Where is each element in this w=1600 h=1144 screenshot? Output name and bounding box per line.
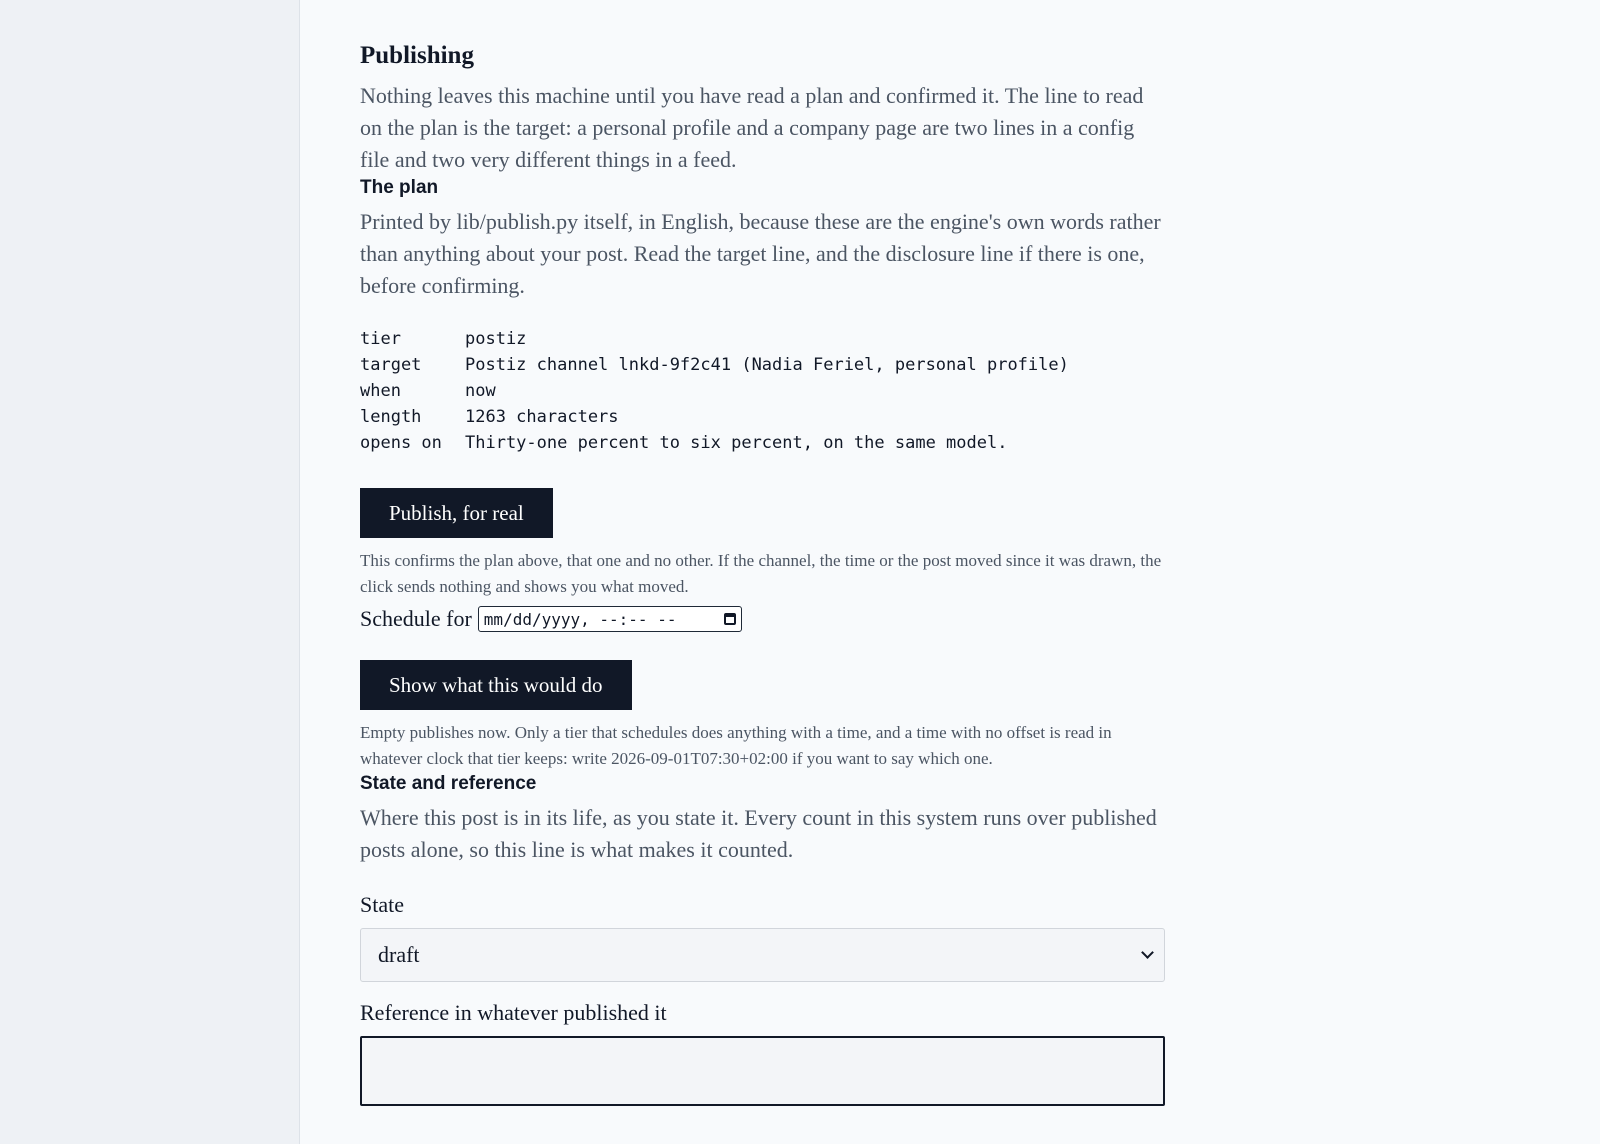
- plan-row-opens-on: [360, 430, 1165, 456]
- calendar-icon[interactable]: [724, 613, 736, 625]
- schedule-row: [360, 604, 1165, 634]
- chevron-down-icon: [1141, 946, 1154, 959]
- schedule-datetime-input[interactable]: [478, 606, 742, 632]
- schedule-label: Schedule for: [360, 606, 472, 631]
- state-label: State: [360, 892, 404, 917]
- plan-heading: The plan: [360, 177, 439, 198]
- state-heading: State and reference: [360, 773, 537, 794]
- plan-row-when: [360, 378, 1165, 404]
- reference-input[interactable]: [360, 1036, 1165, 1106]
- plan-key: when: [360, 381, 401, 401]
- plan-value: Postiz channel lnkd-9f2c41 (Nadia Feriel, personal profile): [465, 355, 1069, 375]
- plan-row-tier: [360, 326, 1165, 352]
- main-content: [360, 0, 1165, 1106]
- schedule-placeholder: mm/dd/yyyy, --:-- --: [483, 609, 677, 629]
- state-description: Where this post is in its life, as you state it. Every count in this system runs over published posts alone, so this line is what makes it counted.: [360, 805, 1157, 862]
- plan-key: target: [360, 355, 422, 375]
- publishing-intro: Nothing leaves this machine until you have read a plan and confirmed it. The line to read on the plan is the target: a personal profile and a company page are two lines in a config file and two very different things in a feed.: [360, 83, 1144, 172]
- plan-row-length: [360, 404, 1165, 430]
- plan-key: length: [360, 407, 422, 427]
- plan-value: now: [465, 381, 496, 401]
- plan-value: 1263 characters: [465, 407, 619, 427]
- page-title: Publishing: [360, 42, 474, 69]
- plan-output: [360, 326, 1165, 456]
- publish-button[interactable]: Publish, for real: [360, 488, 553, 538]
- sidebar: [0, 0, 300, 1144]
- plan-key: opens on: [360, 433, 442, 453]
- show-what-this-would-do-button[interactable]: Show what this would do: [360, 660, 632, 710]
- preview-hint: Empty publishes now. Only a tier that schedules does anything with a time, and a time with no offset is read in whatever clock that tier keeps: write 2026-09-01T07:30+02:00 if you want to say which one.: [360, 723, 1112, 768]
- plan-row-target: [360, 352, 1165, 378]
- publish-hint: This confirms the plan above, that one and no other. If the channel, the time or the post moved since it was drawn, the click sends nothing and shows you what moved.: [360, 551, 1162, 596]
- plan-description: Printed by lib/publish.py itself, in English, because these are the engine's own words rather than anything about your post. Read the target line, and the disclosure line if there is one, before confirming.: [360, 209, 1161, 298]
- reference-label: Reference in whatever published it: [360, 1000, 667, 1025]
- plan-value: postiz: [465, 329, 527, 349]
- state-selected-value: draft: [378, 942, 420, 967]
- state-select[interactable]: [360, 928, 1165, 982]
- plan-value: Thirty-one percent to six percent, on the same model.: [465, 433, 1008, 453]
- plan-key: tier: [360, 329, 401, 349]
